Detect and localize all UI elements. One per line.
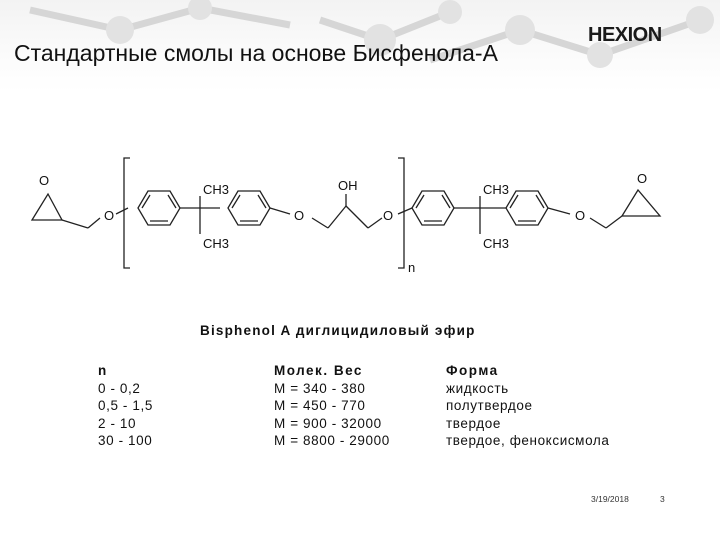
label-repeat-n: n (408, 260, 416, 275)
label-o: O (104, 208, 115, 223)
cell-molecular-weight: M = 340 - 380 (274, 380, 366, 396)
bond (270, 208, 290, 214)
cell-form: жидкость (446, 380, 509, 396)
column-header-molecular-weight: Молек. Вес (274, 363, 363, 378)
benzene-ring-3 (412, 191, 454, 225)
column-form (446, 362, 609, 450)
label-o: O (39, 173, 50, 188)
bond (62, 220, 88, 228)
benzene-ring-2 (228, 191, 270, 225)
cell-molecular-weight: M = 450 - 770 (274, 398, 366, 413)
bond (368, 218, 382, 228)
left-bracket (124, 158, 130, 268)
bond (312, 218, 328, 228)
bond (398, 208, 412, 214)
footer-date: 3/19/2018 (591, 494, 629, 504)
slide-title: Стандартные смолы на основе Бисфенола-А (14, 40, 498, 66)
slide-header (0, 0, 720, 92)
cell-form: твердое, феноксисмола (446, 433, 610, 448)
right-epoxide-ring (622, 190, 660, 216)
cell-form: полутвердое (446, 398, 533, 413)
compound-name: Bisphenol A диглицидиловый эфир (200, 323, 476, 338)
column-n (98, 362, 153, 450)
benzene-ring-4 (506, 191, 548, 225)
cell-molecular-weight: M = 900 - 32000 (274, 415, 382, 431)
left-epoxide-ring (32, 194, 62, 220)
label-ch3: CH3 (483, 236, 510, 251)
page-number: 3 (660, 494, 665, 504)
column-molecular-weight (274, 362, 390, 450)
label-ch3: CH3 (483, 182, 510, 197)
label-o: O (294, 208, 305, 223)
cell-n: 0,5 - 1,5 (98, 398, 153, 413)
bond (116, 208, 128, 214)
cell-molecular-weight: M = 8800 - 29000 (274, 433, 390, 448)
benzene-ring-1 (138, 191, 180, 225)
label-o: O (383, 208, 394, 223)
bond (328, 206, 346, 228)
bond (548, 208, 570, 214)
cell-n: 0 - 0,2 (98, 380, 141, 396)
column-header-form: Форма (446, 363, 499, 378)
bond (606, 216, 622, 228)
label-o: O (637, 171, 648, 186)
cell-form: твердое (446, 415, 502, 431)
bond (346, 206, 368, 228)
label-ch3: CH3 (203, 182, 230, 197)
cell-n: 30 - 100 (98, 433, 153, 448)
column-header-n: n (98, 363, 108, 378)
label-o: O (575, 208, 586, 223)
label-oh: OH (338, 178, 358, 193)
cell-n: 2 - 10 (98, 415, 137, 431)
chemical-structure-diagram (0, 150, 720, 290)
hexion-logo: HEXION (588, 24, 662, 46)
label-ch3: CH3 (203, 236, 230, 251)
bond (88, 218, 100, 228)
bond (590, 218, 606, 228)
